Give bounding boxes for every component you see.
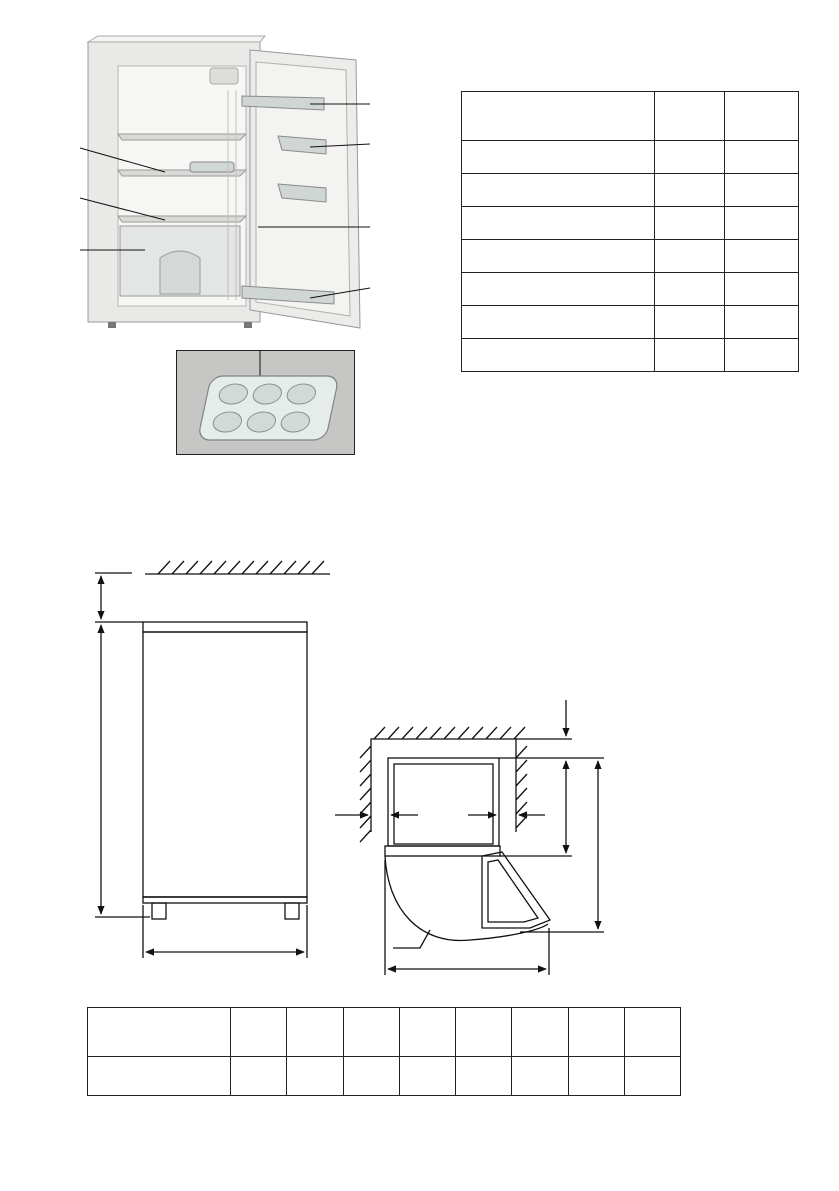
- front-base-strip: [143, 897, 307, 903]
- parts-table-row: [462, 240, 799, 273]
- parts-table-row: [462, 174, 799, 207]
- front-cabinet-body: [143, 632, 307, 897]
- dimensions-table-header-row: [88, 1008, 681, 1057]
- top-view-cabinet-inner: [394, 764, 493, 844]
- front-view: [95, 561, 330, 958]
- cabinet-top: [88, 36, 265, 42]
- ceiling-hatch: [158, 561, 324, 574]
- top-view-cabinet-outer: [388, 758, 499, 846]
- top-view-open-door: [482, 852, 550, 928]
- arc-leader: [393, 930, 430, 948]
- wall-hatch-left: [360, 746, 371, 842]
- parts-table: [461, 91, 799, 372]
- dimensions-table: [87, 1007, 681, 1096]
- dimension-drawings: [0, 540, 839, 990]
- front-foot-right: [285, 903, 299, 919]
- egg-tray: [198, 376, 340, 440]
- wall-hatch-top: [374, 727, 525, 739]
- fridge-interior-photo: [60, 30, 380, 340]
- lamp-housing: [210, 68, 238, 84]
- egg-tray-inset-photo: [176, 350, 356, 456]
- top-view: [335, 700, 604, 975]
- dimensions-table-value-row: [88, 1057, 681, 1096]
- top-view-door-front: [385, 846, 500, 856]
- crisper-drawer: [120, 226, 240, 296]
- niche-wall: [371, 739, 516, 832]
- egg-tray-in-fridge: [190, 162, 234, 172]
- parts-table-row: [462, 306, 799, 339]
- front-foot-left: [152, 903, 166, 919]
- parts-table-row: [462, 273, 799, 306]
- front-cabinet-top: [143, 622, 307, 632]
- parts-table-row: [462, 339, 799, 372]
- parts-table-row: [462, 207, 799, 240]
- parts-table-header-row: [462, 92, 799, 141]
- parts-table-row: [462, 141, 799, 174]
